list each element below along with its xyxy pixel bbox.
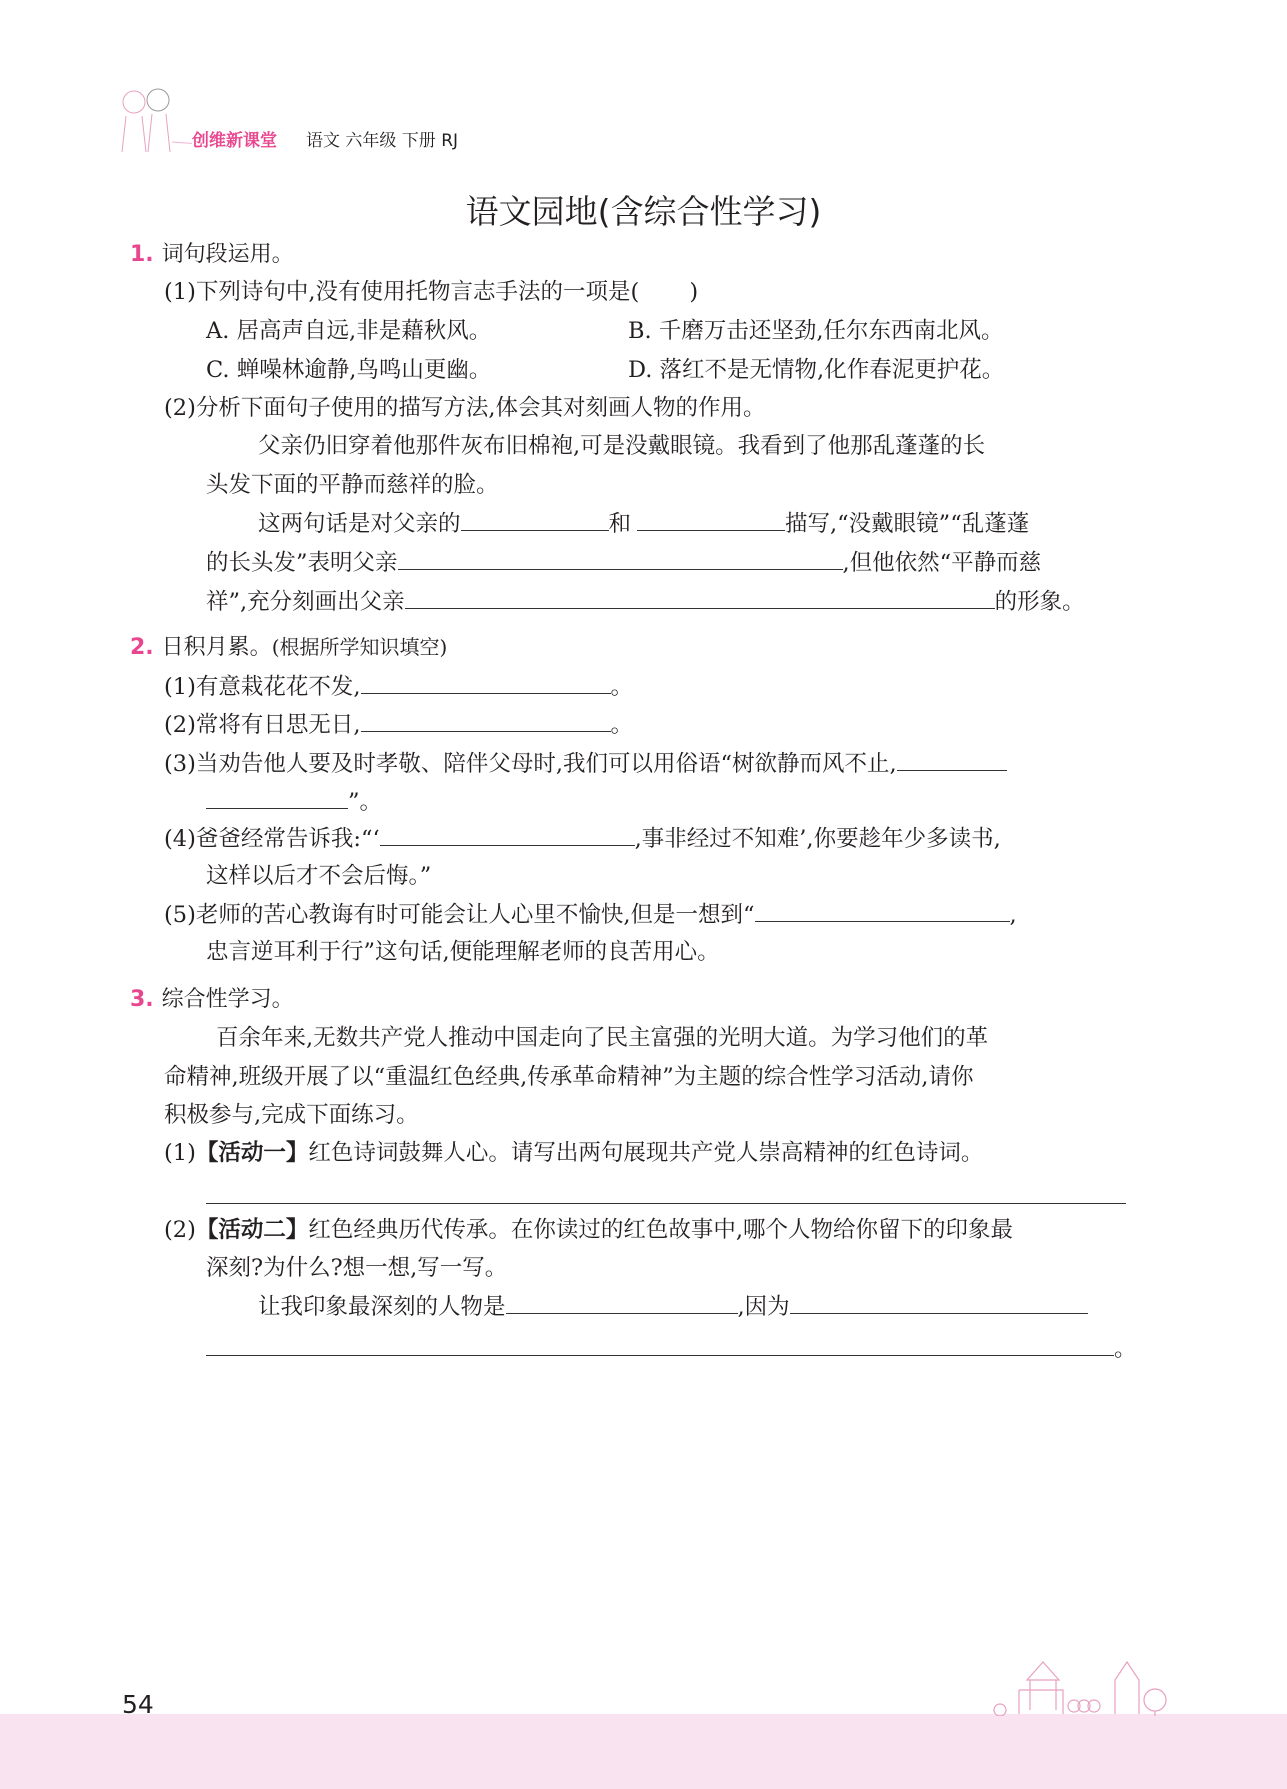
- book-info: 语文 六年级 下册 RJ: [306, 131, 459, 151]
- section-number: 2.: [130, 635, 154, 660]
- intro-line: 积极参与,完成下面练习。: [164, 1102, 419, 1128]
- answer-line[interactable]: [206, 1203, 1126, 1204]
- section-number: 1.: [130, 242, 154, 267]
- section-label: 日积月累。: [161, 635, 272, 660]
- kids-illustration-icon: [112, 82, 192, 156]
- answer-bracket: ): [689, 279, 699, 305]
- answer-blank[interactable]: [461, 508, 609, 531]
- answer-blank[interactable]: [405, 586, 995, 609]
- text: (2): [164, 1217, 196, 1243]
- option-d: D. 落红不是无情物,化作春泥更护花。: [628, 357, 1005, 383]
- question-text: (1)下列诗句中,没有使用托物言志手法的一项是(: [164, 279, 640, 305]
- text: 红色经典历代传承。在你读过的红色故事中,哪个人物给你留下的印象最: [308, 1217, 1014, 1243]
- text: 。: [610, 674, 634, 700]
- question-2-5-cont: 忠言逆耳利于行”这句话,便能理解老师的良苦用心。: [206, 939, 720, 965]
- question-1-1: [164, 277, 698, 307]
- answer-blank[interactable]: [398, 547, 843, 570]
- section-number: 3.: [130, 987, 154, 1012]
- answer-blank[interactable]: [790, 1291, 1088, 1314]
- text: 祥”,充分刻画出父亲: [206, 589, 405, 615]
- answer-blank[interactable]: [755, 899, 1010, 922]
- intro-line: 百余年来,无数共产党人推动中国走向了民主富强的光明大道。为学习他们的革: [216, 1025, 989, 1051]
- question-2-4: [164, 823, 1001, 853]
- activity-2-fill: [258, 1291, 1088, 1321]
- answer-blank[interactable]: [897, 748, 1007, 771]
- question-1-2: (2)分析下面句子使用的描写方法,体会其对刻画人物的作用。: [164, 395, 766, 421]
- text: ,: [1009, 902, 1017, 928]
- text: 。: [610, 712, 634, 738]
- option-a: A. 居高声自远,非是藉秋风。: [206, 318, 492, 344]
- text: 。: [1114, 1336, 1137, 1362]
- text: (3)当劝告他人要及时孝敬、陪伴父母时,我们可以用俗语“树欲静而风不止,: [164, 751, 897, 777]
- question-2-5: [164, 899, 1017, 929]
- answer-blank[interactable]: [361, 709, 611, 732]
- section-1-heading: [130, 240, 294, 270]
- text: ”。: [348, 789, 383, 815]
- text: (2)常将有日思无日,: [164, 712, 361, 738]
- text: 这两句话是对父亲的: [258, 511, 461, 537]
- question-2-3: [164, 748, 1007, 778]
- activity-tag: 【活动二】: [195, 1217, 309, 1243]
- question-2-2: [164, 709, 633, 739]
- text: (4)爸爸经常告诉我:“‘: [164, 826, 380, 852]
- fill-line: [206, 547, 1041, 577]
- text: (1): [164, 1140, 196, 1166]
- activity-tag: 【活动一】: [195, 1140, 309, 1166]
- activity-2-fill-cont: [206, 1333, 1137, 1363]
- text: (1)有意栽花花不发,: [164, 674, 361, 700]
- text: ,事非经过不知难’,你要趁年少多读书,: [634, 826, 1001, 852]
- text: 的形象。: [994, 589, 1085, 615]
- section-note: (根据所学知识填空): [271, 635, 448, 659]
- activity-2-cont: 深刻?为什么?想一想,写一写。: [206, 1255, 508, 1281]
- answer-blank[interactable]: [361, 671, 611, 694]
- section-label: 综合性学习。: [161, 987, 294, 1012]
- activity-2: [164, 1215, 1013, 1245]
- castle-illustration-icon: [990, 1650, 1190, 1716]
- activity-1: [164, 1138, 983, 1168]
- option-b: B. 千磨万击还坚劲,任尔东西南北风。: [628, 318, 1004, 344]
- option-c: C. 蝉噪林逾静,鸟鸣山更幽。: [206, 357, 492, 383]
- text: 的长头发”表明父亲: [206, 550, 398, 576]
- answer-blank[interactable]: [206, 786, 348, 809]
- answer-blank[interactable]: [380, 823, 635, 846]
- text: ,因为: [737, 1294, 790, 1320]
- passage-line: 父亲仍旧穿着他那件灰布旧棉袍,可是没戴眼镜。我看到了他那乱蓬蓬的长: [258, 433, 986, 459]
- answer-blank[interactable]: [506, 1291, 738, 1314]
- text: 让我印象最深刻的人物是: [258, 1294, 506, 1320]
- question-2-3-cont: [206, 786, 382, 816]
- text: 和: [608, 511, 632, 537]
- text: (5)老师的苦心教诲有时可能会让人心里不愉快,但是一想到“: [164, 902, 755, 928]
- text: ,但他依然“平静而慈: [842, 550, 1042, 576]
- answer-blank[interactable]: [206, 1333, 1114, 1356]
- passage-line: 头发下面的平静而慈祥的脸。: [206, 472, 499, 498]
- fill-line: [258, 508, 1029, 538]
- page-number: 54: [122, 1690, 154, 1719]
- footer-band: [0, 1714, 1287, 1789]
- section-2-heading: [130, 632, 447, 663]
- header-banner: [112, 82, 532, 156]
- answer-blank[interactable]: [637, 508, 785, 531]
- section-label: 词句段运用。: [161, 242, 294, 267]
- fill-line: [206, 586, 1085, 616]
- text: 红色诗词鼓舞人心。请写出两句展现共产党人崇高精神的红色诗词。: [308, 1140, 984, 1166]
- page-title: 语文园地(含综合性学习): [465, 192, 822, 231]
- question-2-1: [164, 671, 633, 701]
- question-2-4-cont: 这样以后才不会后悔。”: [206, 863, 432, 889]
- brand-name: 创维新课堂: [192, 131, 277, 151]
- intro-line: 命精神,班级开展了以“重温红色经典,传承革命精神”为主题的综合性学习活动,请你: [164, 1064, 974, 1090]
- text: 描写,“没戴眼镜”“乱蓬蓬: [785, 511, 1030, 537]
- section-3-heading: [130, 985, 294, 1015]
